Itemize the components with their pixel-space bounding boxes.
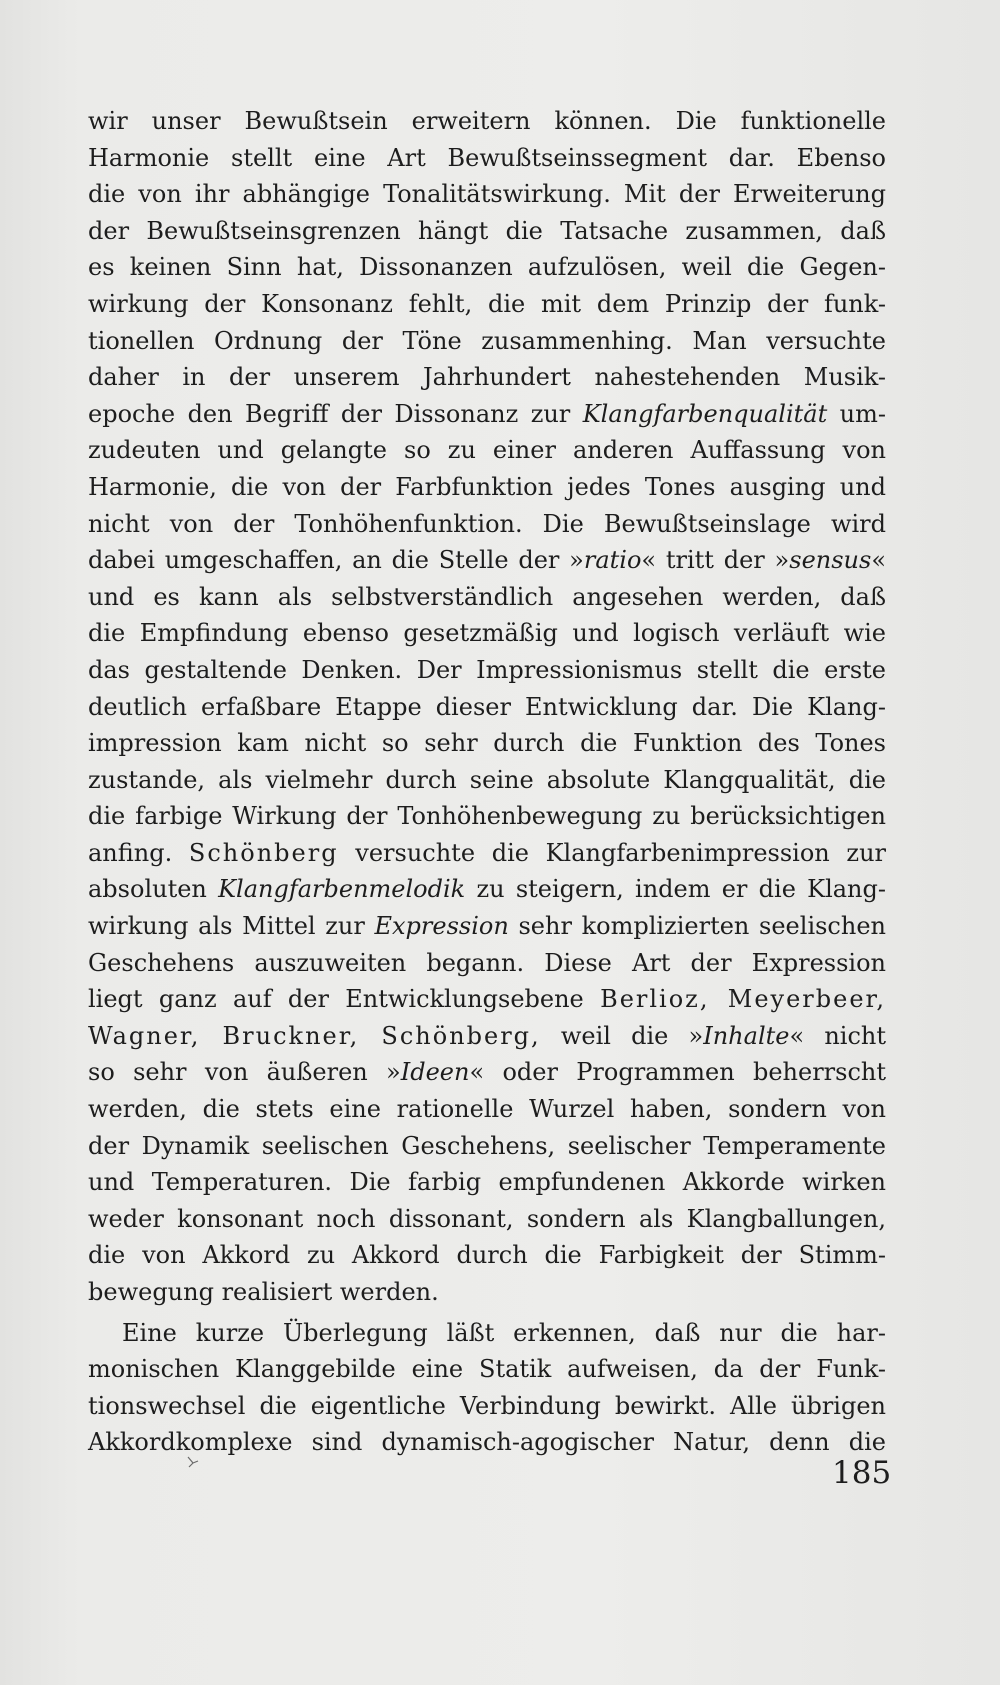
body-text [88, 103, 886, 1461]
emphasis: Klangfarbenmelodik [218, 875, 466, 904]
emphasis: Inhalte [703, 1021, 790, 1050]
text-line: nicht von der Tonhöhenfunktion. Die Bewußtseinslage wird [88, 509, 886, 538]
text-line: die von Akkord zu Akkord durch die Farbigkeit der Stimm- [88, 1241, 886, 1270]
emphasis: sensus [789, 546, 872, 575]
text-line: der Dynamik seelischen Geschehens, seelischer Temperamente [88, 1131, 886, 1160]
text-line: anfing. Schönberg versuchte die Klangfarbenimpression zur [88, 838, 886, 867]
text-line: Geschehens auszuweiten begann. Diese Art der Expression [88, 948, 886, 977]
text-line: so sehr von äußeren »Ideen« oder Programmen beherrscht [88, 1058, 886, 1087]
text-line: Wagner, Bruckner, Schönberg, weil die »Inhalte« nicht [88, 1021, 886, 1050]
text-line: monischen Klanggebilde eine Statik aufweisen, da der Funk- [88, 1355, 886, 1384]
text-line: Harmonie stellt eine Art Bewußtseinssegment dar. Ebenso [88, 143, 886, 172]
text-line: wirkung als Mittel zur Expression sehr komplizierten seelischen [88, 912, 886, 941]
spaced-name: Berlioz, Meyerbeer, [600, 985, 886, 1014]
text-line: Harmonie, die von der Farbfunktion jedes Tones ausging und [88, 472, 886, 501]
text-line: impression kam nicht so sehr durch die Funktion des Tones [88, 729, 886, 758]
text-line: absoluten Klangfarbenmelodik zu steigern, indem er die Klang- [88, 875, 886, 904]
text-line: epoche den Begriff der Dissonanz zur Klangfarbenqualität um- [88, 399, 887, 428]
text-line: wirkung der Konsonanz fehlt, die mit dem Prinzip der funk- [88, 289, 886, 318]
text-line: das gestaltende Denken. Der Impressionismus stellt die erste [88, 655, 886, 684]
text-line: und es kann als selbstverständlich angesehen werden, daß [88, 582, 886, 611]
text-line: Eine kurze Überlegung läßt erkennen, daß nur die har- [122, 1318, 886, 1347]
text-line: tionellen Ordnung der Töne zusammenhing. Man versuchte [88, 326, 886, 355]
text-line: die farbige Wirkung der Tonhöhenbewegung zu berücksichtigen [88, 802, 886, 831]
emphasis: ratio [583, 546, 642, 575]
text-line: liegt ganz auf der Entwicklungsebene Berlioz, Meyerbeer, [88, 985, 886, 1014]
pencil-mark-icon [186, 1455, 200, 1469]
page-number: 185 [832, 1455, 892, 1491]
emphasis: Ideen [400, 1058, 470, 1087]
text-line: und Temperaturen. Die farbig empfundenen Akkorde wirken [88, 1168, 886, 1197]
text-line: deutlich erfaßbare Etappe dieser Entwicklung dar. Die Klang- [88, 692, 886, 721]
text-line: weder konsonant noch dissonant, sondern als Klangballungen, [88, 1204, 886, 1233]
text-line: tionswechsel die eigentliche Verbindung bewirkt. Alle übrigen [88, 1391, 886, 1420]
text-line: wir unser Bewußtsein erweitern können. Die funktionelle [88, 107, 886, 135]
text-line: bewegung realisiert werden. [88, 1278, 439, 1306]
text-line: daher in der unserem Jahrhundert nahestehenden Musik- [88, 363, 886, 392]
text-line: zudeuten und gelangte so zu einer anderen Auffassung von [88, 436, 886, 465]
text-line: der Bewußtseinsgrenzen hängt die Tatsache zusammen, daß [88, 216, 886, 245]
text-line: es keinen Sinn hat, Dissonanzen aufzulösen, weil die Gegen- [88, 253, 886, 282]
emphasis: Klangfarbenqualität [582, 399, 828, 428]
emphasis: Expression [374, 912, 509, 941]
spaced-name: Wagner, Bruckner, Schönberg, [88, 1021, 541, 1050]
text-line: werden, die stets eine rationelle Wurzel haben, sondern von [88, 1095, 886, 1124]
text-line: dabei umgeschaffen, an die Stelle der »ratio« tritt der »sensus« [88, 546, 887, 575]
text-line: die Empfindung ebenso gesetzmäßig und logisch verläuft wie [88, 619, 886, 648]
text-line: die von ihr abhängige Tonalitätswirkung. Mit der Erweiterung [88, 180, 886, 209]
spaced-name: Schönberg [188, 838, 339, 867]
text-line: zustande, als vielmehr durch seine absolute Klangqualität, die [88, 765, 886, 794]
text-line: Akkordkomplexe sind dynamisch-agogischer Natur, denn die [88, 1428, 886, 1457]
